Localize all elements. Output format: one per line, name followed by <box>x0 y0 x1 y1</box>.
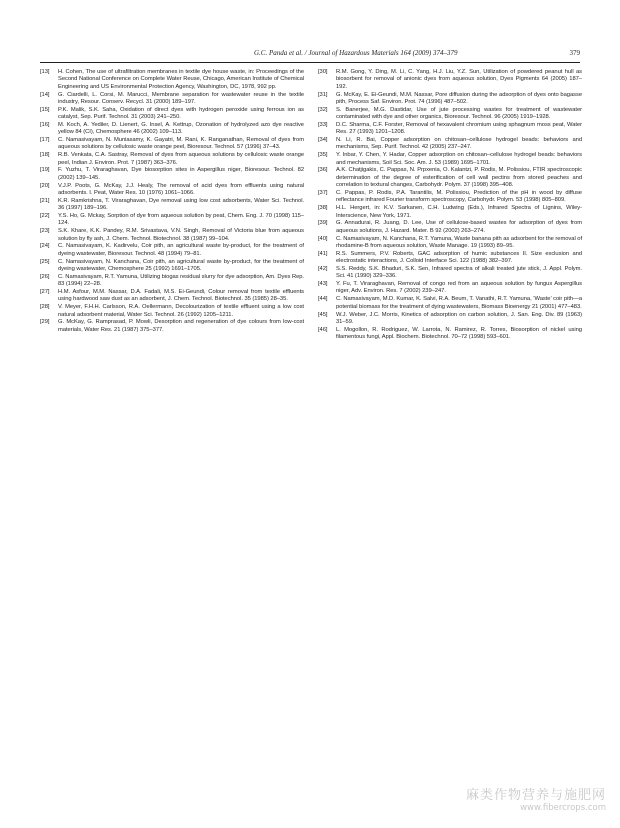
reference-number: [36] <box>318 167 328 174</box>
reference-text: H.L. Hergert, in: K.V. Sarkanen, C.H. Ludwing (Eds.), Infrared Spectra of Lignins, Wiley-Interscience, New York, 1971. <box>336 205 582 219</box>
reference-item <box>318 296 582 311</box>
reference-number: [23] <box>40 228 50 235</box>
reference-item <box>318 251 582 266</box>
reference-text: R.M. Gong, Y. Ding, M. Li, C. Yang, H.J. Liu, Y.Z. Sun, Utilization of powdered peanut hull as biosorbent for removal of anionic dyes from aqueous solution, Dyes Pigments 64 (2005) 187–192. <box>336 69 582 90</box>
reference-number: [15] <box>40 106 50 113</box>
reference-number: [38] <box>318 205 328 212</box>
reference-item <box>40 274 304 289</box>
reference-text: C. Namasivayam, M.D. Kumar, K. Salvi, R.A. Beum, T. Vanathi, R.T. Yamuna, ‘Waste’ coir pith—a potential biomass for the treatment of dying wastewaters, Biomass Bioenergy 21 (2001) 477–483. <box>336 296 582 310</box>
reference-text: C. Namasivayam, N. Kanchana, Coir pith, an agricultural waste by-product, for the treatment of dyeing wastewater, Chemosphere 25 (1992) 1691–1705. <box>58 258 304 272</box>
reference-text: G. Ciardelli, L. Corsi, M. Marucci, Membrane separation for wastewater reuse in the textile industry, Resour. Conserv. Recycl. 31 (2000) 189–197. <box>58 91 304 105</box>
reference-item <box>40 137 304 152</box>
reference-text: A.K. Chatjigakis, C. Pappas, N. Prpxenia, O. Kalantzi, P. Rodis, M. Polissiou, FTIR spectroscopic determination of the degree of esterification of cell wall pectins from stored peaches and correlation to textural changes, Carbohydr. Polym. 37 (1998) 395–408. <box>336 167 582 189</box>
reference-text: Y. Fu, T. Viraraghavan, Removal of congo red from an aqueous solution by fungus Aspergillus niger, Adv. Environ. Res. 7 (2002) 239–247. <box>336 281 582 295</box>
reference-text: P.K. Malik, S.K. Saha, Oxidation of direct dyes with hydrogen peroxide using ferrous ion as catalyst, Sep. Purif. Technol. 31 (2003) 241–250. <box>58 106 304 121</box>
reference-text: G. McKay, G. Ramprasad, P. Mowli, Desorption and regeneration of dye colours from low-cost materials, Water Res. 21 (1987) 375–377. <box>58 319 304 333</box>
reference-item <box>318 281 582 296</box>
reference-number: [22] <box>40 213 50 220</box>
references-left-column <box>40 69 304 335</box>
reference-number: [37] <box>318 190 328 196</box>
reference-item <box>318 327 582 342</box>
reference-item <box>318 107 582 122</box>
reference-number: [43] <box>318 281 328 288</box>
reference-item <box>40 243 304 258</box>
reference-number: [33] <box>318 121 328 128</box>
reference-text: C. Namasivayam, N. Muniasamy, K. Gayatri, M. Rani, K. Ranganathan, Removal of dyes from aqueous solutions by cellulosic waste orange peel, Bioresour. Technol. 57 (1996) 37–43. <box>58 137 304 151</box>
reference-number: [42] <box>318 265 328 272</box>
reference-number: [28] <box>40 304 50 311</box>
reference-number: [27] <box>40 288 50 295</box>
reference-item <box>318 312 582 327</box>
reference-text: R.S. Summers, P.V. Roberts, GAC adsorption of humic substances II. Size exclusion and electrostatic interactions, J. Colloid Interface Sci. 122 (1988) 382–397. <box>336 250 582 265</box>
reference-number: [29] <box>40 319 50 326</box>
reference-item <box>40 304 304 319</box>
reference-text: K.R. Ramkrishna, T. Viraraghavan, Dye removal using low cost adsorbents, Water Sci. Technol. 36 (1997) 189–196. <box>58 197 304 212</box>
reference-item <box>318 152 582 167</box>
reference-text: V.J.P. Poots, G. McKay, J.J. Healy, The removal of acid dyes from effluents using natural adsorbents. I. Peat, Water Res. 10 (1976) 1061–1066. <box>58 182 304 196</box>
reference-number: [20] <box>40 182 50 189</box>
reference-item <box>318 236 582 251</box>
reference-text: R.B. Venkata, C.A. Sastray, Removal of dyes from aqueous solutions by cellulosic waste orange peel, Indian J. Environ. Prot. 7 (1987) 363–376. <box>58 152 304 166</box>
reference-text: W.J. Weber, J.C. Morris, Kinetics of adsorption on carbon solution, J. San. Eng. Div. 89 (1963) 31–59. <box>336 311 582 325</box>
reference-item <box>318 190 582 205</box>
reference-number: [40] <box>318 235 328 242</box>
reference-text: H.M. Asfour, M.M. Nassar, D.A. Fadali, M.S. Ei-Geundi, Colour removal from textile effluents using hardwood saw dust as an adsorbent, J. Chem. Technol. Biotechnol. 35 (1985) 28–35. <box>58 288 304 303</box>
reference-item <box>318 122 582 137</box>
reference-item <box>318 137 582 152</box>
reference-number: [25] <box>40 258 50 265</box>
reference-item <box>40 319 304 334</box>
reference-text: C. Pappas, P. Rodis, P.A. Tarantilis, M. Polissiou, Prediction of the pH in wood by diffuse reflectance infrared Fourier transform spectroscopy, Carbohydr. Polym. 53 (1998) 805–809. <box>336 190 582 204</box>
reference-item <box>40 259 304 274</box>
reference-number: [34] <box>318 137 328 144</box>
reference-text: H. Cohen, The use of ultrafiltration membranes in textile dye house waste, in: Proceedings of the Second National Conference on Complete Water Reuse, Chicago, American Institute of Chemical Engineering and US Environmental Protection Agency, Washington, DC, 1978, 992 pp. <box>58 69 304 90</box>
reference-item <box>318 205 582 220</box>
reference-number: [17] <box>40 137 50 144</box>
reference-item <box>40 92 304 107</box>
reference-item <box>40 228 304 243</box>
reference-text: F. Yuzhu, T. Viraraghavan, Dye biosorption sites in Aspergillus niger, Bioresour. Technol. 82 (2002) 139–145. <box>58 167 304 181</box>
reference-item <box>318 266 582 281</box>
reference-number: [24] <box>40 243 50 250</box>
reference-item <box>40 152 304 167</box>
reference-text: G. McKay, E. Ei-Geundi, M.M. Nassar, Pore diffusion during the adsorption of dyes onto bagasse pith, Process Saf. Environ. Prot. 74 (1996) 487–502. <box>336 91 582 105</box>
reference-number: [35] <box>318 152 328 159</box>
reference-item <box>318 69 582 91</box>
reference-number: [32] <box>318 106 328 113</box>
reference-number: [14] <box>40 91 50 98</box>
journal-citation: G.C. Panda et al. / Journal of Hazardous Materials 164 (2009) 374–379 <box>254 49 458 57</box>
reference-number: [30] <box>318 69 328 75</box>
reference-item <box>318 167 582 189</box>
reference-number: [13] <box>40 69 50 75</box>
reference-number: [26] <box>40 273 50 280</box>
reference-number: [45] <box>318 311 328 318</box>
reference-text: C. Namasivayam, N. Kanchana, R.T. Yamuna, Waste banana pith as adsorbent for the removal of rhodamine-B from aqueous solution, Waste Manage. 19 (1993) 89–95. <box>336 235 582 249</box>
reference-item <box>40 183 304 198</box>
running-header <box>40 47 580 59</box>
reference-text: Y. Inbar, Y. Chen, Y. Hadar, Copper adsorption on chitosan–cellulose hydrogel beads: behaviors and mechanisms, Soil Sci. Soc. Am. J. 53 (1989) 1695–1701. <box>336 152 582 166</box>
reference-text: D.C. Sharma, C.F. Forster, Removal of hexavalent chromium using sphagnum moss peat, Water Res. 27 (1993) 1201–1208. <box>336 121 582 136</box>
reference-item <box>40 213 304 228</box>
reference-text: V. Meyer, F.H.H. Carlsson, R.A. Oellermann, Decolourization of textile effluent using a low cost natural adsorbent material, Water Sci. Technol. 26 (1992) 1205–1211. <box>58 304 304 318</box>
reference-text: S.K. Khare, K.K. Pandey, R.M. Srivastava, V.N. Singh, Removal of Victoria blue from aqueous solution by fly ash, J. Chem. Technol. Biotechnol. 38 (1987) 99–104. <box>58 228 304 242</box>
reference-number: [31] <box>318 91 328 98</box>
watermark <box>456 788 606 814</box>
header-rule <box>40 62 580 63</box>
reference-number: [19] <box>40 167 50 174</box>
reference-item <box>40 122 304 137</box>
page-number: 379 <box>569 49 580 57</box>
watermark-url: www.fibercrops.com <box>520 803 606 813</box>
reference-number: [16] <box>40 121 50 128</box>
watermark-title: 麻类作物营养与施肥网 <box>465 788 606 803</box>
reference-number: [39] <box>318 220 328 227</box>
reference-text: G. Annadurai, R. Juang, D. Lee, Use of cellulose-based wastes for adsorption of dyes from aqueous solutions, J. Hazard. Mater. B 92 (2002) 263–274. <box>336 220 582 234</box>
reference-text: S.S. Reddy, S.K. Bhaduri, S.K. Sen, Infrared spectra of alkali treated jute stick, J. Appl. Polym. Sci. 41 (1990) 329–336. <box>336 265 582 280</box>
reference-number: [41] <box>318 250 328 257</box>
reference-text: Y.S. Ho, G. Mckay, Sorption of dye from aqueous solution by peat, Chem. Eng. J. 70 (1998) 115–124. <box>58 213 304 227</box>
reference-item <box>40 167 304 182</box>
reference-item <box>318 92 582 107</box>
reference-number: [46] <box>318 326 328 333</box>
reference-text: S. Banerjee, M.G. Dastidar, Use of jute processing wastes for treatment of wastewater contaminated with dye and other organics, Bioresour. Technol. 96 (2005) 1919–1928. <box>336 106 582 121</box>
reference-text: C. Namasivayam, K. Kadirvelu, Coir pith, an agricultural waste by-product, for the treatment of dyeing wastewater, Bioresour. Technol. 48 (1994) 79–81. <box>58 243 304 257</box>
reference-item <box>40 198 304 213</box>
reference-text: M. Koch, A. Yediler, D. Lienert, G. Insel, A. Kettrup, Ozonation of hydrolyzed azo dye reactive yellow 84 (CI), Chemosphere 46 (2002) 109–113. <box>58 121 304 136</box>
reference-item <box>318 220 582 235</box>
reference-number: [21] <box>40 197 50 204</box>
reference-item <box>40 289 304 304</box>
reference-text: C. Namasivayam, R.T. Yamuna, Utilizing biogas residual slurry for dye adsorption, Am. Dyes Rep. 83 (1994) 22–28. <box>58 273 304 288</box>
references-right-column <box>318 69 582 342</box>
reference-item <box>40 107 304 122</box>
reference-item <box>40 69 304 91</box>
reference-text: N. Li, R. Bai, Copper adsorption on chitosan–cellulose hydrogel beads: behaviors and mechanisms, Sep. Purif. Technol. 42 (2005) 237–247. <box>336 137 582 151</box>
reference-text: L. Mogollon, R. Rodriguez, W. Larrota, N. Ramirez, R. Torres, Biosorption of nickel using filamentous fungi, Appl. Biochem. Biotechnol. 70–72 (1998) 593–601. <box>336 326 582 341</box>
reference-number: [44] <box>318 296 328 303</box>
reference-number: [18] <box>40 152 50 159</box>
